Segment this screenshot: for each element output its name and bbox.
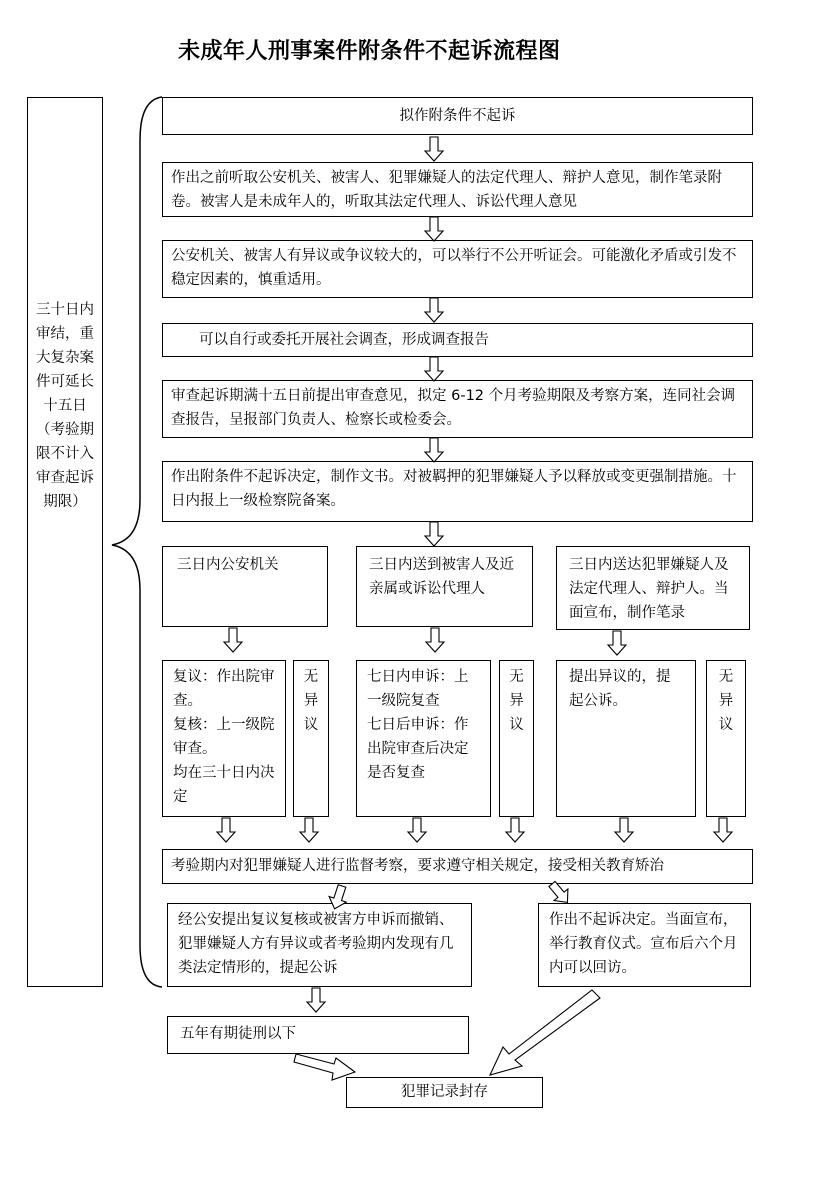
arrow-r1a bbox=[217, 818, 235, 842]
page-title: 未成年人刑事案件附条件不起诉流程图 bbox=[178, 39, 561, 64]
arrow-4 bbox=[425, 357, 443, 381]
arrow-r3b bbox=[714, 818, 732, 842]
arrow-victim bbox=[426, 628, 444, 652]
response-suspect-no-objection-text: 无异议 bbox=[718, 669, 734, 733]
supervision-text: 考验期内对犯罪嫌疑人进行监督考察，要求遵守相关规定，接受相关教育矫治 bbox=[171, 858, 664, 874]
arrow-6 bbox=[425, 522, 443, 546]
branch-police-text: 三日内公安机关 bbox=[177, 557, 279, 573]
outcome-sentence-text: 五年有期徒刑以下 bbox=[180, 1026, 296, 1042]
arrow-r2b bbox=[506, 818, 524, 842]
step-propose-text: 拟作附条件不起诉 bbox=[399, 108, 516, 124]
response-police-review-b: 复核：上一级院审查。 bbox=[173, 717, 275, 757]
response-victim-appeal-a: 七日内申诉：上一级院复查 bbox=[367, 669, 469, 709]
response-police-review-a: 复议：作出院审查。 bbox=[173, 669, 275, 709]
arrow-suspect bbox=[608, 631, 626, 655]
outcome-no-prosecute-text: 作出不起诉决定。当面宣布，举行教育仪式。宣布后六个月内可以回访。 bbox=[549, 912, 738, 976]
response-police-review-c: 均在三十日内决定 bbox=[173, 765, 275, 805]
arrow-to-no-prosecute bbox=[545, 878, 574, 908]
arrow-r3a bbox=[615, 818, 633, 842]
arrow-to-sentence bbox=[307, 988, 325, 1012]
response-victim-appeal-b: 七日后申诉：作出院审查后决定是否复查 bbox=[367, 717, 469, 781]
arrow-r2a bbox=[408, 818, 426, 842]
arrow-2 bbox=[425, 217, 443, 241]
step-hear-opinions-text: 作出之前听取公安机关、被害人、犯罪嫌疑人的法定代理人、辩护人意见，制作笔录附卷。被害人是未成年人的，听取其法定代理人、诉讼代理人意见 bbox=[171, 170, 722, 210]
outcome-revoke-text: 经公安提出复议复核或被害方申诉而撤销、犯罪嫌疑人方有异议或者考验期内发现有几类法定情形的，提起公诉 bbox=[178, 912, 454, 976]
outcome-seal-record-text: 犯罪记录封存 bbox=[401, 1084, 488, 1100]
step-decision-text: 作出附条件不起诉决定，制作文书。对被羁押的犯罪嫌疑人予以释放或变更强制措施。十日内报上一级检察院备案。 bbox=[171, 469, 737, 509]
arrow-r1b bbox=[300, 818, 318, 842]
arrow-1 bbox=[425, 137, 443, 161]
brace-icon bbox=[112, 97, 162, 987]
branch-victim-text: 三日内送到被害人及近亲属或诉讼代理人 bbox=[369, 557, 514, 597]
side-note-text: 三十日内审结，重大复杂案件可延长十五日（考验期限不计入审查起诉期限） bbox=[36, 302, 94, 510]
arrow-sentence-to-seal bbox=[294, 1054, 355, 1080]
response-suspect-objection-text: 提出异议的，提起公诉。 bbox=[569, 669, 671, 709]
arrow-3 bbox=[425, 298, 443, 322]
branch-suspect-text: 三日内送达犯罪嫌疑人及法定代理人、辩护人。当面宣布，制作笔录 bbox=[569, 557, 729, 621]
step-hearing-text: 公安机关、被害人有异议或争议较大的，可以举行不公开听证会。可能激化矛盾或引发不稳定因素的，慎重适用。 bbox=[171, 248, 737, 288]
step-investigation-text: 可以自行或委托开展社会调查，形成调查报告 bbox=[199, 332, 489, 348]
arrow-5 bbox=[425, 438, 443, 462]
response-victim-no-objection-text: 无异议 bbox=[509, 669, 524, 733]
step-review-opinion-text: 审查起诉期满十五日前提出审查意见，拟定 6-12 个月考验期限及考察方案，连同社会调查报告，呈报部门负责人、检察长或检委会。 bbox=[171, 388, 736, 428]
arrow-to-revoke bbox=[326, 883, 351, 911]
response-police-no-objection-text: 无异议 bbox=[303, 669, 319, 733]
arrow-no-prosecute-to-seal bbox=[490, 990, 600, 1075]
arrow-police bbox=[224, 628, 242, 652]
